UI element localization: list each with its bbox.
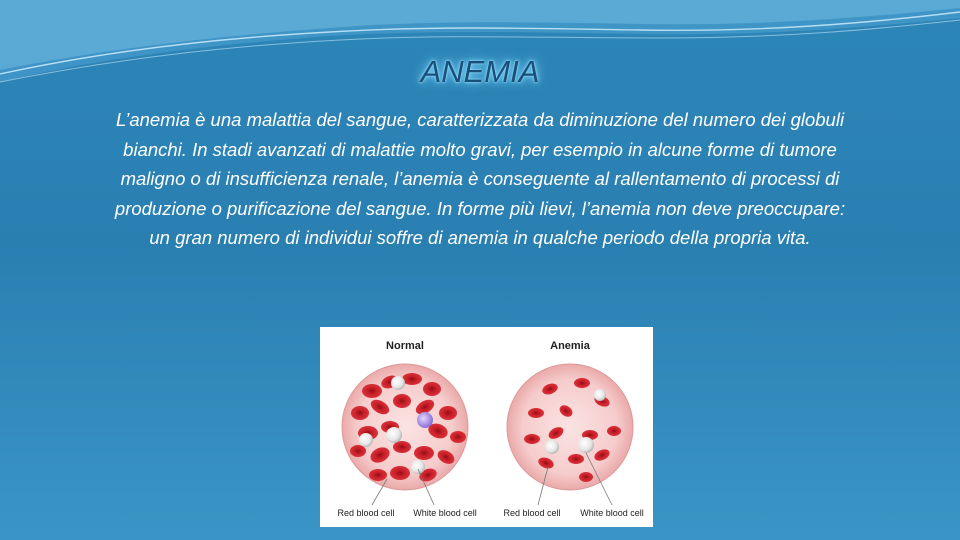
anemia-white-cell-callout: White blood cell (580, 508, 644, 518)
slide-title: ANEMIA (420, 54, 540, 89)
normal-white-cell-callout: White blood cell (413, 508, 477, 518)
anemia-red-cell-callout: Red blood cell (503, 508, 561, 518)
normal-red-cell-callout: Red blood cell (337, 508, 395, 518)
anemia-label: Anemia (550, 340, 590, 352)
slide-body-text: L’anemia è una malattia del sangue, caratterizzata da diminuzione del numero dei globuli bianchi. In stadi avanzati di malattie molto gravi, per esempio in alcune forme di tumore maligno o di insufficienza renale, l’anemia è conseguente al rallentamento di processi di produzione o purificazione del sangue. In forme più lievi, l’anemia non deve preoccupare: un gran numero di individui soffre di anemia in qualche periodo della propria vita. (114, 109, 846, 248)
blood-cells-illustration (320, 327, 653, 527)
normal-label: Normal (386, 340, 424, 352)
